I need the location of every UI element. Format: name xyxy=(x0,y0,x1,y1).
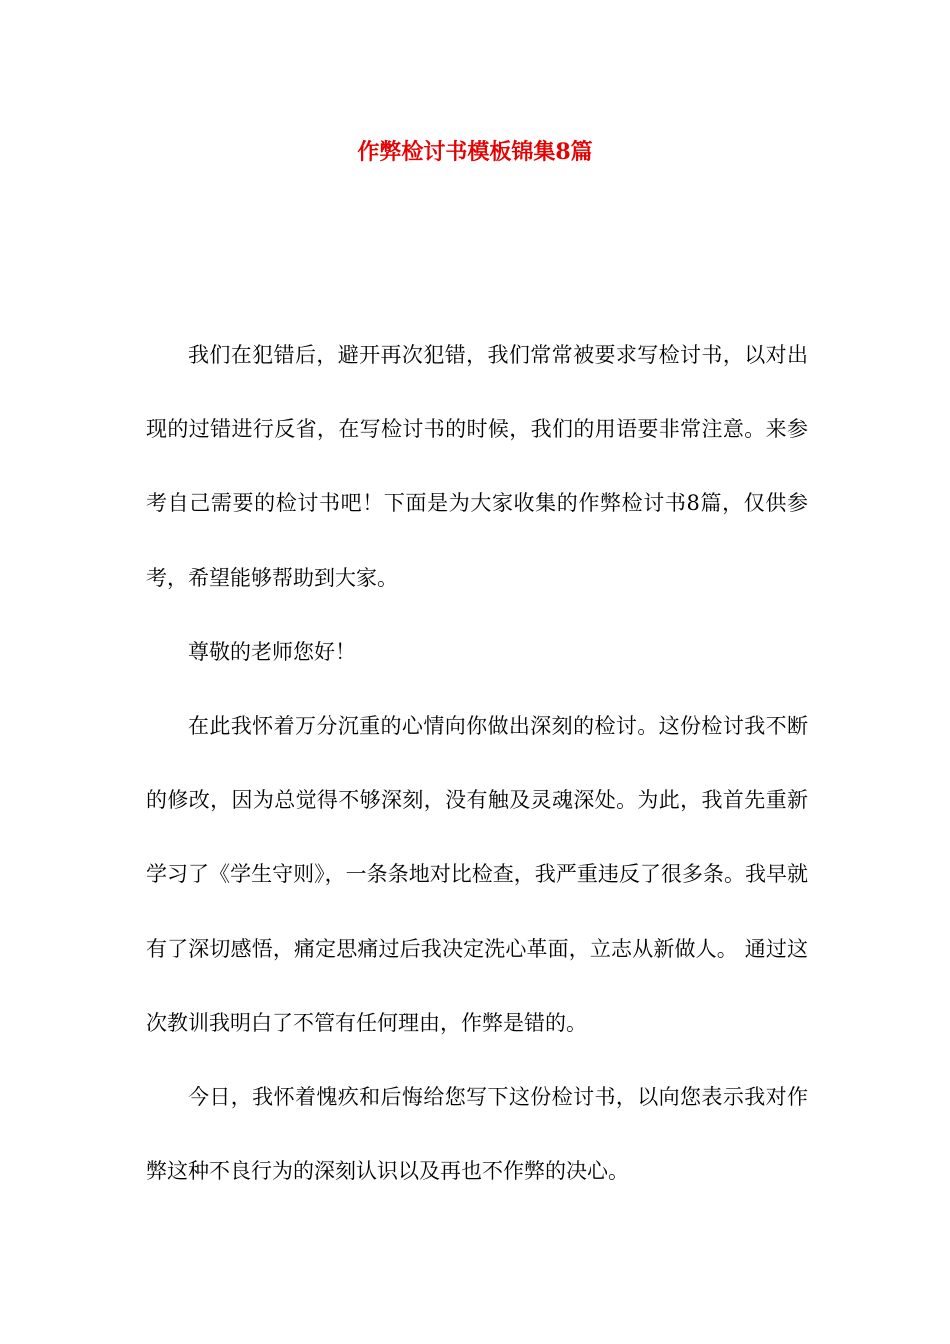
paragraph-intro: 我们在犯错后，避开再次犯错，我们常常被要求写检讨书，以对出现的过错进行反省，在写检讨书的时候，我们的用语要非常注意。来参考自己需要的检讨书吧！下面是为大家收集的作弊检讨书8篇，仅供参考，希望能够帮助到大家。 xyxy=(146,343,808,590)
paragraph-body-1: 在此我怀着万分沉重的心情向你做出深刻的检讨。这份检讨我不断的修改，因为总觉得不够深刻，没有触及灵魂深处。为此，我首先重新学习了《学生守则》，一条条地对比检查，我严重违反了很多条。我早就有了深切感悟，痛定思痛过后我决定洗心革面，立志从新做人。 通过这次教训我明白了不管有任何理由，作弊是错的。 xyxy=(146,714,808,1035)
paragraph-body-2: 今日，我怀着愧疚和后悔给您写下这份检讨书，以向您表示我对作弊这种不良行为的深刻认识以及再也不作弊的决心。 xyxy=(146,1085,808,1184)
document-title: 作弊检讨书模板锦集8篇 xyxy=(357,139,593,165)
document-body xyxy=(146,318,808,1208)
paragraph-salutation: 尊敬的老师您好！ xyxy=(188,639,356,664)
